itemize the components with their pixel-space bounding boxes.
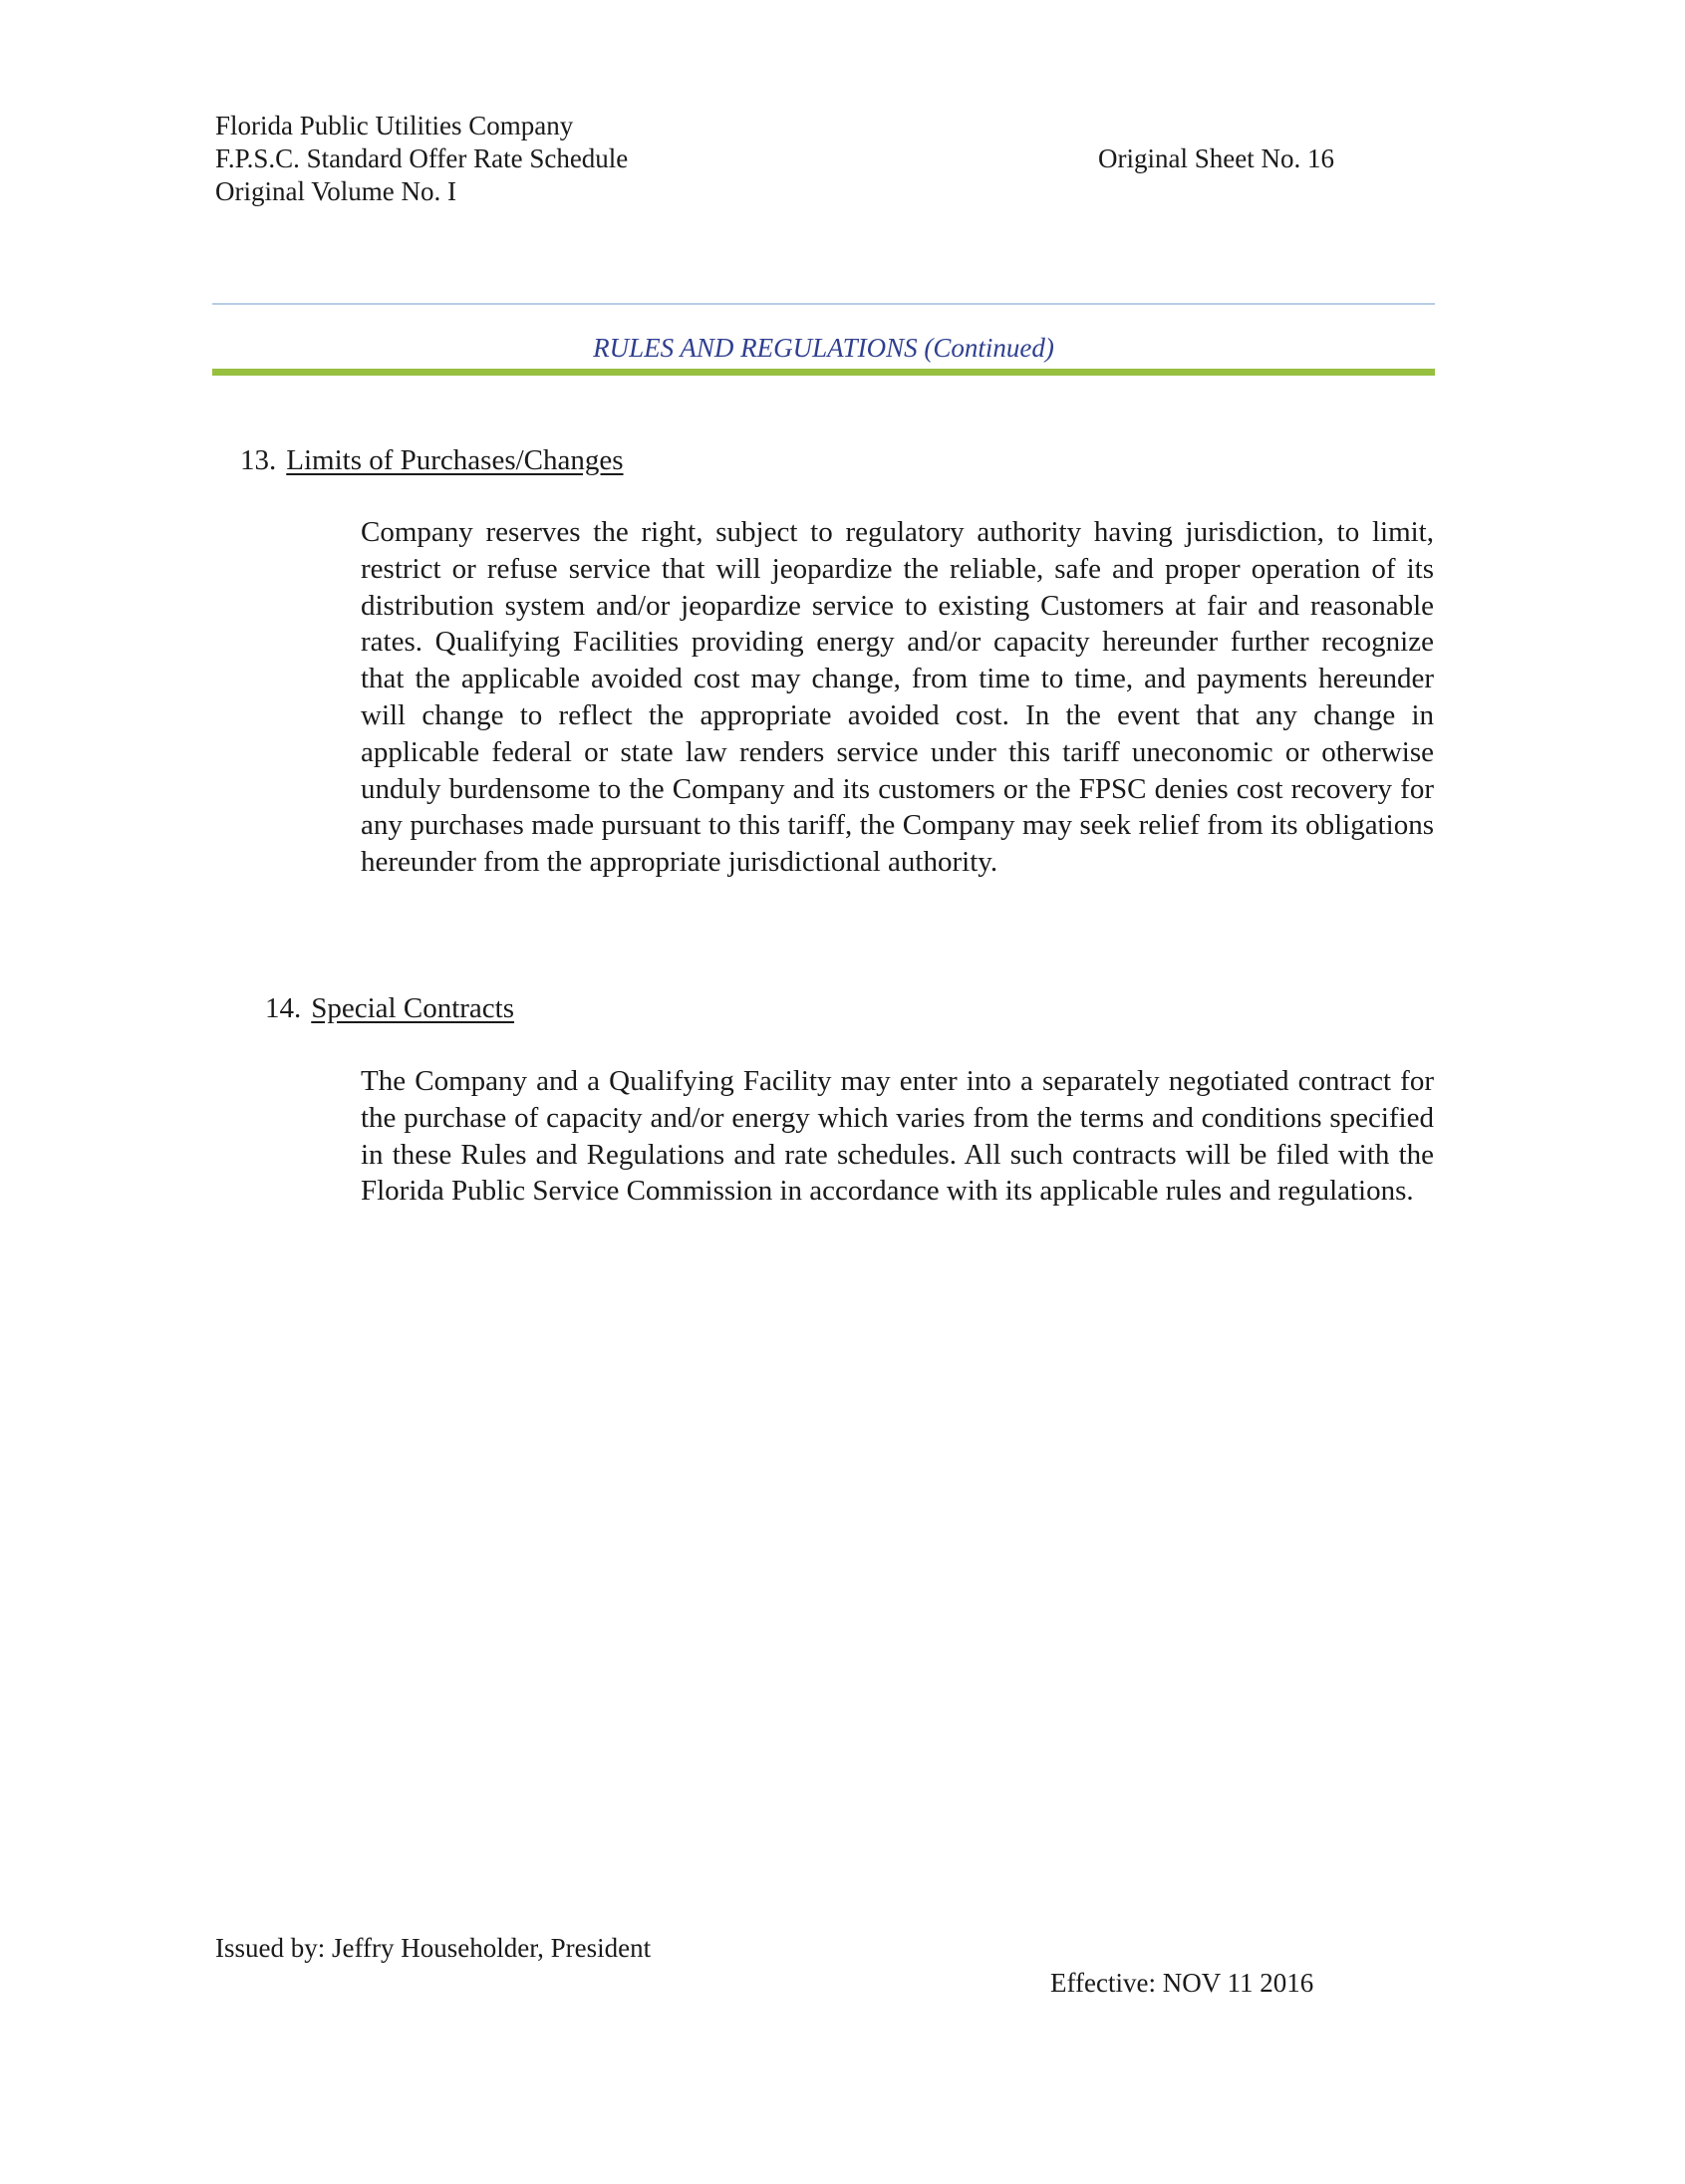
item-14-body: The Company and a Qualifying Facility may enter into a separately negotiated contract for the purchase of capacity and/or energy which varies from the terms and conditions specified in these Rules and Regulations and rate schedules. All such contracts will be filed with the Florida Public Service Commission in accordance with its applicable rules and regulations.	[361, 1065, 1434, 1208]
document-header	[215, 110, 628, 208]
issued-by: Issued by: Jeffry Householder, President	[215, 1933, 652, 1963]
item-13-heading	[240, 442, 624, 478]
volume-number: Original Volume No. I	[215, 176, 456, 206]
effective-date: Effective: NOV 11 2016	[1050, 1968, 1314, 1998]
item-14-title: Special Contracts	[311, 992, 515, 1024]
header-divider-thin	[212, 303, 1435, 305]
item-13-title: Limits of Purchases/Changes	[286, 444, 624, 476]
company-name: Florida Public Utilities Company	[215, 111, 574, 140]
item-14-heading	[265, 990, 514, 1026]
header-divider-thick	[212, 369, 1435, 376]
rate-schedule-name: F.P.S.C. Standard Offer Rate Schedule	[215, 143, 629, 173]
sheet-number: Original Sheet No. 16	[1098, 143, 1334, 173]
item-13-number: 13.	[240, 444, 277, 476]
item-14-number: 14.	[265, 992, 302, 1024]
section-title: RULES AND REGULATIONS (Continued)	[593, 333, 1054, 363]
item-13-body: Company reserves the right, subject to regulatory authority having jurisdiction, to limit, restrict or refuse service that will jeopardize the reliable, safe and proper operation of its distribution system and/or jeopardize service to existing Customers at fair and reasonable rates. Qualifying Facilities providing energy and/or capacity hereunder further recognize that the applicable avoided cost may change, from time to time, and payments hereunder will change to reflect the appropriate avoided cost. In the event that any change in applicable federal or state law renders service under this tariff uneconomic or otherwise unduly burdensome to the Company and its customers or the FPSC denies cost recovery for any purchases made pursuant to this tariff, the Company may seek relief from its obligations hereunder from the appropriate jurisdictional authority.	[361, 516, 1434, 879]
